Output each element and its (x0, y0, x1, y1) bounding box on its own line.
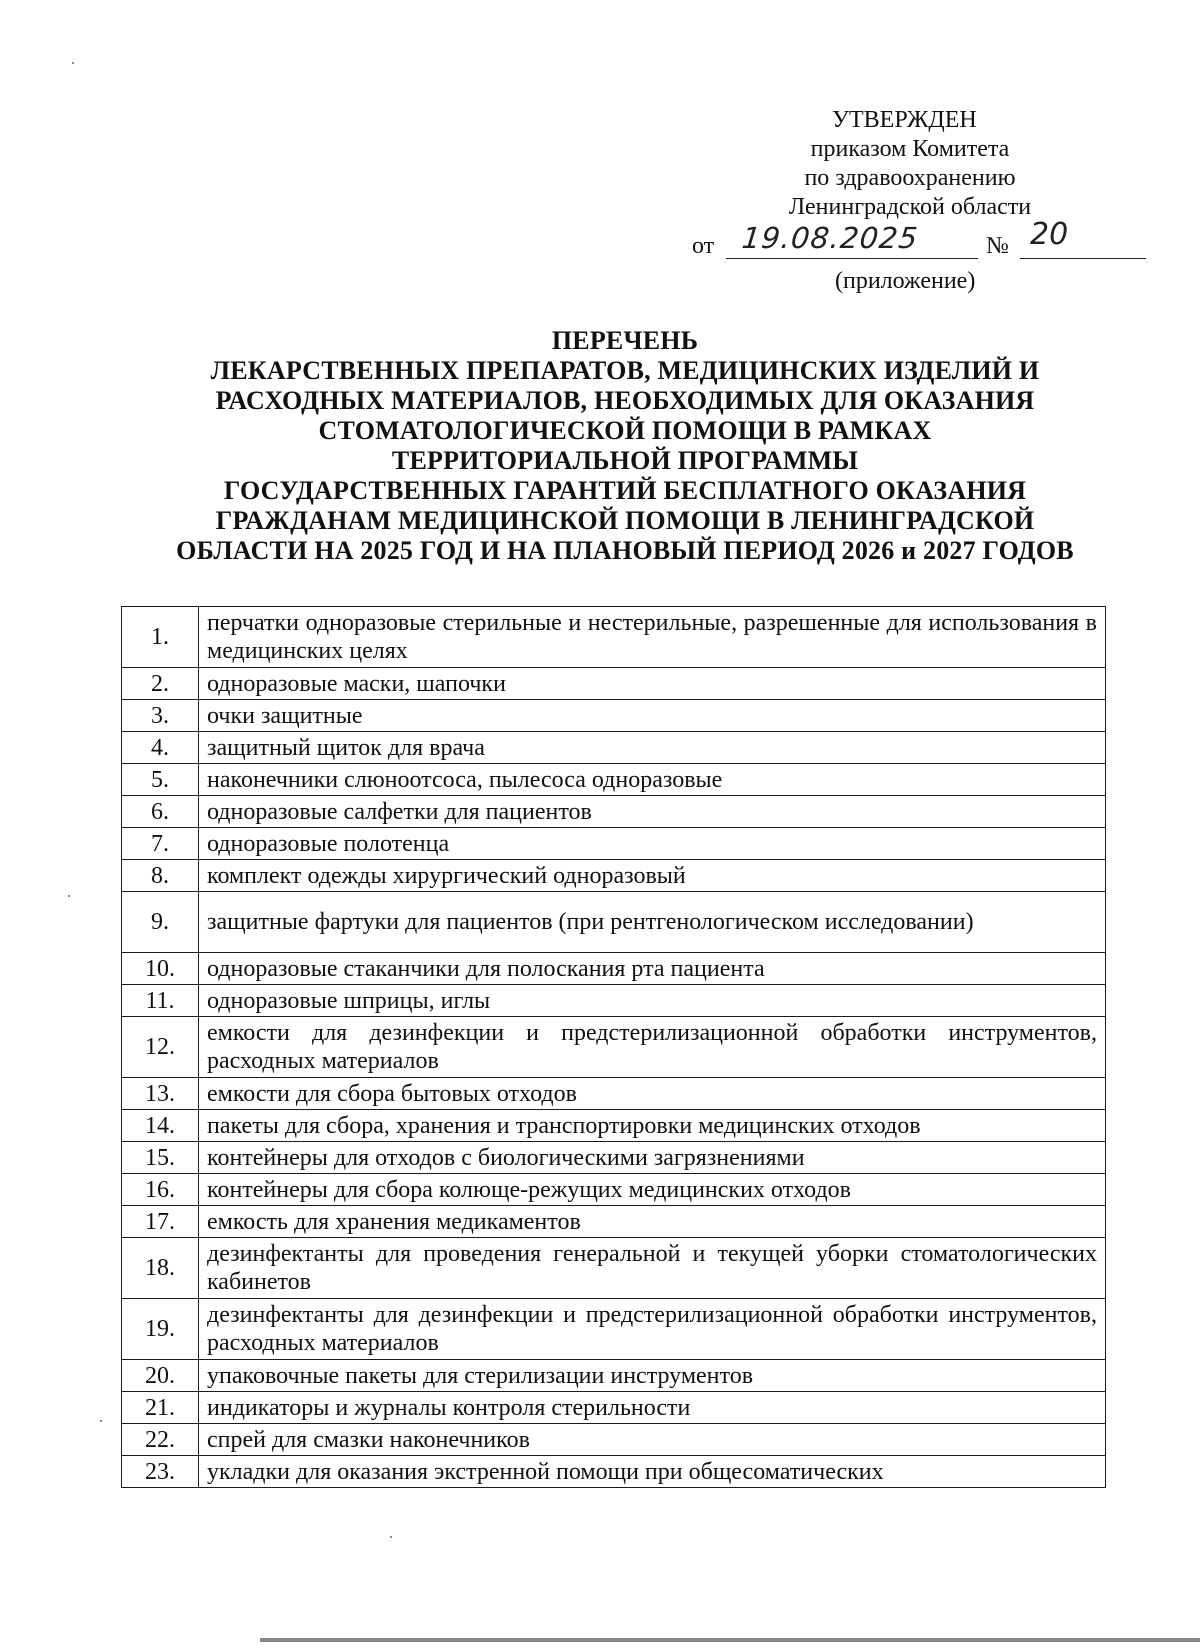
item-number: 17. (122, 1206, 199, 1238)
table-row (122, 1392, 1106, 1424)
appendix-label: (приложение) (835, 268, 976, 294)
item-text: дезинфектанты для дезинфекции и предстерилизационной обработки инструментов, расходных материалов (199, 1299, 1106, 1360)
item-number: 20. (122, 1360, 199, 1392)
table-row (122, 1299, 1106, 1360)
item-number: 18. (122, 1238, 199, 1299)
item-text: дезинфектанты для проведения генеральной и текущей уборки стоматологических кабинетов (199, 1238, 1106, 1299)
table-row (122, 1360, 1106, 1392)
title-line: СТОМАТОЛОГИЧЕСКОЙ ПОМОЩИ В РАМКАХ (318, 416, 932, 445)
scan-speck (72, 62, 74, 64)
date-prefix: от (692, 233, 715, 259)
table-row (122, 607, 1106, 668)
table-row (122, 1424, 1106, 1456)
item-number: 11. (122, 985, 199, 1017)
item-text: одноразовые полотенца (199, 828, 1106, 860)
item-number: 4. (122, 732, 199, 764)
approval-line-2: по здравоохранению (804, 165, 1016, 191)
scan-edge-line (260, 1638, 1200, 1642)
title-line: ЛЕКАРСТВЕННЫХ ПРЕПАРАТОВ, МЕДИЦИНСКИХ ИЗДЕЛИЙ И (210, 356, 1040, 385)
item-number: 14. (122, 1110, 199, 1142)
approval-status: УТВЕРЖДЕН (832, 107, 977, 133)
document-title (130, 326, 1120, 566)
item-text: контейнеры для отходов с биологическими загрязнениями (199, 1142, 1106, 1174)
title-line: РАСХОДНЫХ МАТЕРИАЛОВ, НЕОБХОДИМЫХ ДЛЯ ОКАЗАНИЯ (215, 386, 1035, 415)
table-row (122, 828, 1106, 860)
item-number: 10. (122, 953, 199, 985)
table-row (122, 796, 1106, 828)
item-text: одноразовые стаканчики для полоскания рта пациента (199, 953, 1106, 985)
item-number: 15. (122, 1142, 199, 1174)
title-line: ГРАЖДАНАМ МЕДИЦИНСКОЙ ПОМОЩИ В ЛЕНИНГРАДСКОЙ (215, 506, 1035, 535)
item-text: пакеты для сбора, хранения и транспортировки медицинских отходов (199, 1110, 1106, 1142)
number-underline (1020, 258, 1146, 259)
item-text: емкости для дезинфекции и предстерилизационной обработки инструментов, расходных материалов (199, 1017, 1106, 1078)
number-prefix: № (986, 233, 1009, 259)
table-row (122, 764, 1106, 796)
title-line: ОБЛАСТИ НА 2025 ГОД И НА ПЛАНОВЫЙ ПЕРИОД 2026 и 2027 ГОДОВ (176, 536, 1074, 565)
item-text: укладки для оказания экстренной помощи при общесоматических (199, 1456, 1106, 1488)
item-number: 12. (122, 1017, 199, 1078)
item-number: 6. (122, 796, 199, 828)
scan-speck (390, 1536, 392, 1538)
item-text: наконечники слюноотсоса, пылесоса одноразовые (199, 764, 1106, 796)
order-date-row (640, 217, 1160, 259)
item-number: 5. (122, 764, 199, 796)
scan-speck (68, 895, 70, 897)
table-row (122, 892, 1106, 953)
table-row (122, 700, 1106, 732)
item-number: 9. (122, 892, 199, 953)
item-number: 2. (122, 668, 199, 700)
date-underline (726, 258, 978, 259)
table-row (122, 1206, 1106, 1238)
item-number: 3. (122, 700, 199, 732)
table-row (122, 668, 1106, 700)
item-number: 22. (122, 1424, 199, 1456)
title-line: ПЕРЕЧЕНЬ (551, 326, 699, 355)
approval-line-1: приказом Комитета (810, 136, 1010, 162)
title-line: ТЕРРИТОРИАЛЬНОЙ ПРОГРАММЫ (391, 446, 859, 475)
table-row (122, 860, 1106, 892)
table-row (122, 953, 1106, 985)
item-text: контейнеры для сбора колюще-режущих медицинских отходов (199, 1174, 1106, 1206)
table-row (122, 1174, 1106, 1206)
items-table (121, 606, 1106, 1488)
table-row (122, 1078, 1106, 1110)
item-text: одноразовые шприцы, иглы (199, 985, 1106, 1017)
item-text: очки защитные (199, 700, 1106, 732)
item-text: перчатки одноразовые стерильные и нестерильные, разрешенные для использования в медицинских целях (199, 607, 1106, 668)
item-number: 16. (122, 1174, 199, 1206)
item-text: защитный щиток для врача (199, 732, 1106, 764)
item-number: 23. (122, 1456, 199, 1488)
item-number: 21. (122, 1392, 199, 1424)
item-text: спрей для смазки наконечников (199, 1424, 1106, 1456)
item-text: одноразовые салфетки для пациентов (199, 796, 1106, 828)
item-number: 7. (122, 828, 199, 860)
item-text: индикаторы и журналы контроля стерильности (199, 1392, 1106, 1424)
item-text: комплект одежды хирургический одноразовый (199, 860, 1106, 892)
table-row (122, 1238, 1106, 1299)
item-number: 8. (122, 860, 199, 892)
item-text: защитные фартуки для пациентов (при рентгенологическом исследовании) (199, 892, 1106, 953)
table-row (122, 1142, 1106, 1174)
item-number: 19. (122, 1299, 199, 1360)
table-row (122, 1110, 1106, 1142)
table-row (122, 985, 1106, 1017)
handwritten-number: 20 (1030, 217, 1069, 252)
item-text: одноразовые маски, шапочки (199, 668, 1106, 700)
approval-line-3: Ленинградской области (788, 194, 1032, 220)
approval-block (640, 106, 1160, 258)
item-number: 13. (122, 1078, 199, 1110)
table-row (122, 732, 1106, 764)
item-text: упаковочные пакеты для стерилизации инструментов (199, 1360, 1106, 1392)
scan-speck (100, 1420, 102, 1422)
table-row (122, 1456, 1106, 1488)
title-line: ГОСУДАРСТВЕННЫХ ГАРАНТИЙ БЕСПЛАТНОГО ОКАЗАНИЯ (223, 476, 1027, 505)
item-text: емкость для хранения медикаментов (199, 1206, 1106, 1238)
table-row (122, 1017, 1106, 1078)
item-text: емкости для сбора бытовых отходов (199, 1078, 1106, 1110)
item-number: 1. (122, 607, 199, 668)
handwritten-date: 19.08.2025 (740, 221, 920, 255)
